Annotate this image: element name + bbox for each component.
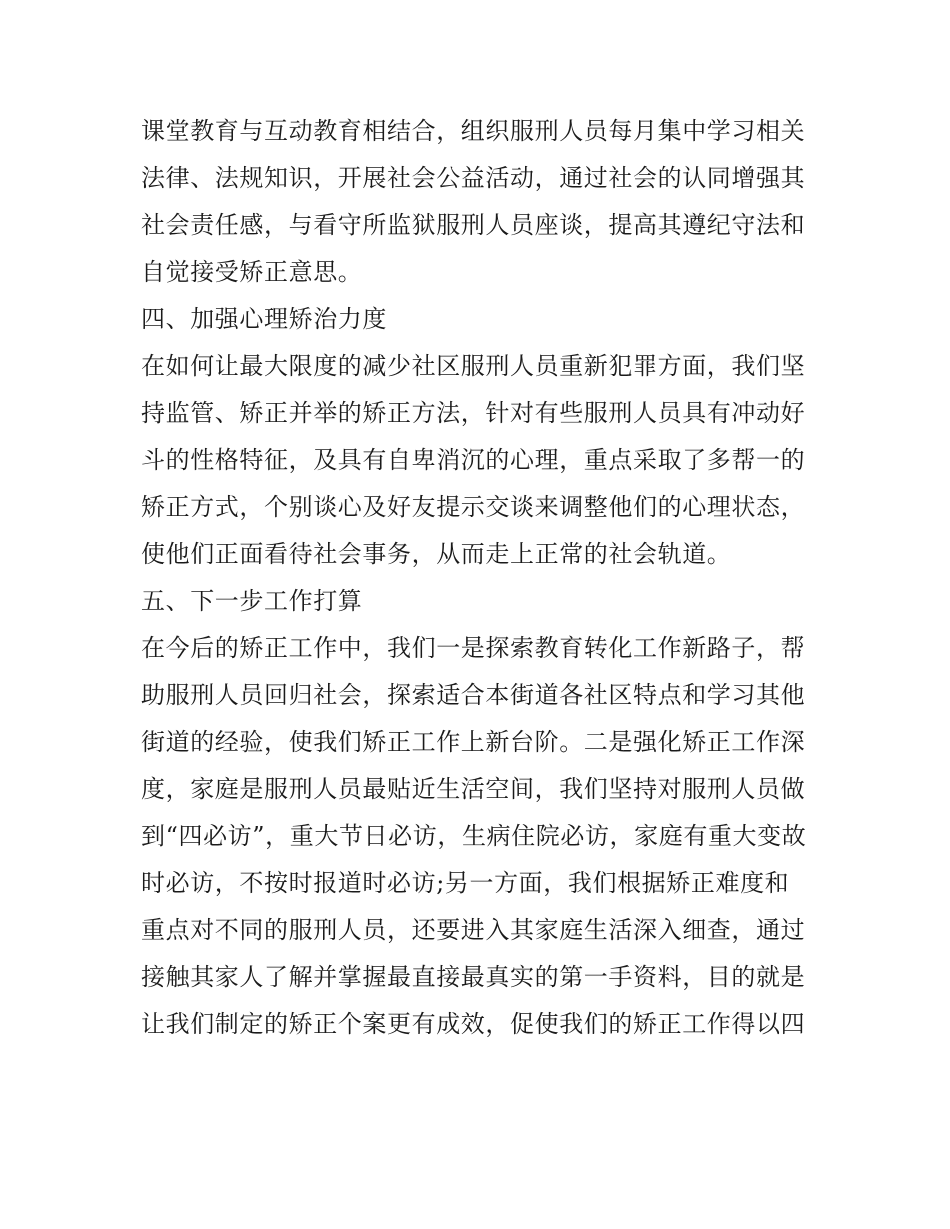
body-text xyxy=(141,108,821,1048)
text-line: 度，家庭是服刑人员最贴近生活空间，我们坚持对服刑人员做 xyxy=(141,775,806,803)
text-line: 课堂教育与互动教育相结合，组织服刑人员每月集中学习相关 xyxy=(141,117,806,145)
section-heading: 四、加强心理矫治力度 xyxy=(141,305,387,333)
text-line: 助服刑人员回归社会，探索适合本街道各社区特点和学习其他 xyxy=(141,681,806,709)
text-line: 时必访，不按时报道时必访;另一方面，我们根据矫正难度和 xyxy=(141,869,790,897)
text-line: 斗的性格特征，及具有自卑消沉的心理，重点采取了多帮一的 xyxy=(141,446,806,474)
text-line: 使他们正面看待社会事务，从而走上正常的社会轨道。 xyxy=(141,540,732,568)
text-line: 矫正方式，个别谈心及好友提示交谈来调整他们的心理状态， xyxy=(141,493,806,521)
text-line: 社会责任感，与看守所监狱服刑人员座谈，提高其遵纪守法和 xyxy=(141,211,806,239)
text-line: 让我们制定的矫正个案更有成效，促使我们的矫正工作得以四 xyxy=(141,1010,806,1038)
text-line: 法律、法规知识，开展社会公益活动，通过社会的认同增强其 xyxy=(141,164,806,192)
text-line: 持监管、矫正并举的矫正方法，针对有些服刑人员具有冲动好 xyxy=(141,399,806,427)
section-heading: 五、下一步工作打算 xyxy=(141,587,363,615)
text-line: 在今后的矫正工作中，我们一是探索教育转化工作新路子，帮 xyxy=(141,634,806,662)
text-line: 接触其家人了解并掌握最直接最真实的第一手资料，目的就是 xyxy=(141,963,806,991)
text-line: 到“四必访”，重大节日必访，生病住院必访，家庭有重大变故 xyxy=(141,822,807,850)
text-line: 在如何让最大限度的减少社区服刑人员重新犯罪方面，我们坚 xyxy=(141,352,806,380)
text-line: 自觉接受矫正意思。 xyxy=(141,258,363,286)
text-line: 重点对不同的服刑人员，还要进入其家庭生活深入细查，通过 xyxy=(141,916,806,944)
text-line: 街道的经验，使我们矫正工作上新台阶。二是强化矫正工作深 xyxy=(141,728,806,756)
